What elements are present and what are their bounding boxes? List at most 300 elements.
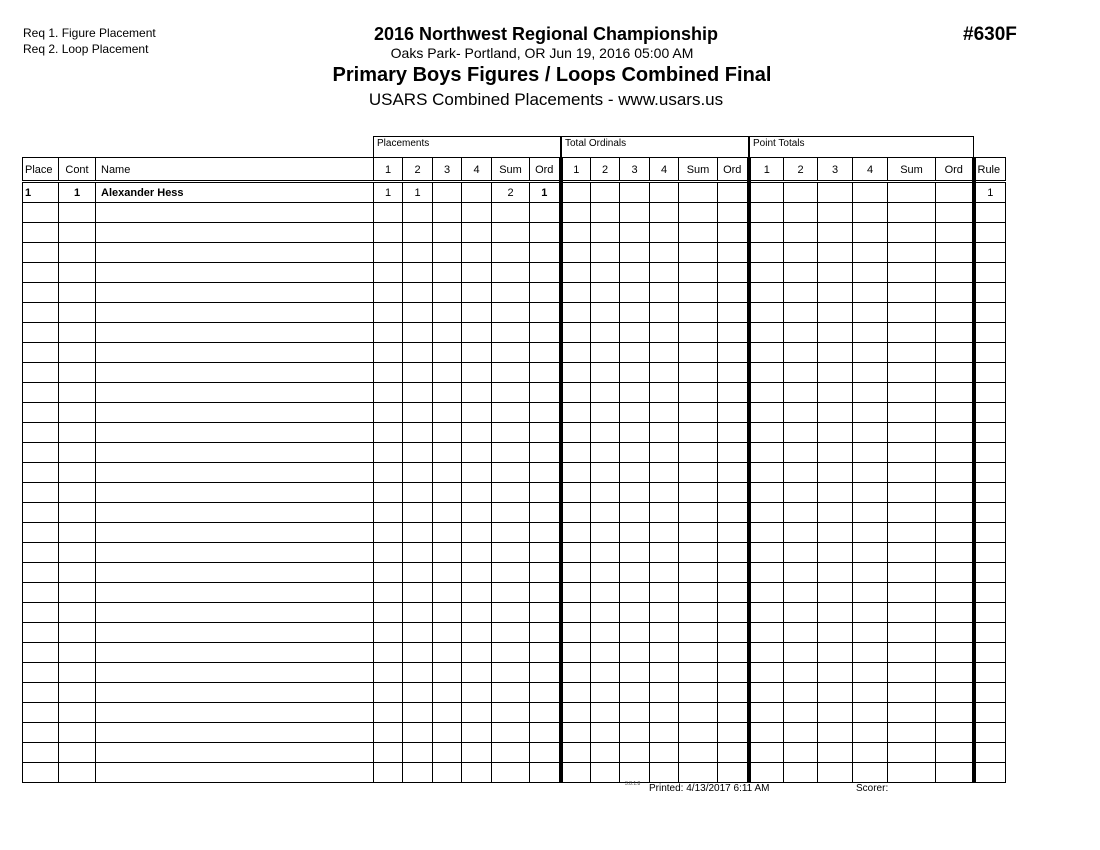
empty-cell — [784, 243, 818, 263]
empty-cell — [591, 763, 620, 783]
empty-cell — [974, 263, 1006, 283]
col-rule: Rule — [974, 158, 1006, 182]
empty-cell — [620, 443, 650, 463]
empty-cell — [433, 623, 462, 643]
col-points-2: 2 — [784, 158, 818, 182]
empty-cell — [530, 383, 561, 403]
empty-cell — [936, 563, 974, 583]
empty-cell — [936, 683, 974, 703]
cell-points-4 — [853, 182, 888, 203]
empty-cell — [591, 523, 620, 543]
empty-cell — [492, 403, 530, 423]
empty-cell — [650, 283, 679, 303]
table-row — [23, 543, 1006, 563]
empty-cell — [853, 203, 888, 223]
empty-cell — [784, 663, 818, 683]
empty-cell — [433, 463, 462, 483]
empty-cell — [818, 443, 853, 463]
empty-cell — [818, 503, 853, 523]
table-row — [23, 283, 1006, 303]
empty-cell — [530, 543, 561, 563]
empty-cell — [749, 463, 784, 483]
empty-cell — [59, 243, 96, 263]
empty-cell — [974, 623, 1006, 643]
empty-cell — [59, 503, 96, 523]
empty-cell — [374, 723, 403, 743]
empty-cell — [936, 763, 974, 783]
empty-cell — [59, 463, 96, 483]
col-ordinal-4: 4 — [650, 158, 679, 182]
empty-cell — [620, 243, 650, 263]
empty-cell — [492, 583, 530, 603]
empty-cell — [23, 223, 59, 243]
empty-cell — [853, 243, 888, 263]
empty-cell — [974, 523, 1006, 543]
empty-cell — [853, 763, 888, 783]
empty-cell — [679, 223, 718, 243]
empty-cell — [23, 303, 59, 323]
table-row — [23, 603, 1006, 623]
empty-cell — [462, 483, 492, 503]
empty-cell — [718, 743, 749, 763]
empty-cell — [492, 463, 530, 483]
empty-cell — [679, 743, 718, 763]
table-row — [23, 243, 1006, 263]
empty-cell — [23, 723, 59, 743]
empty-cell — [403, 703, 433, 723]
table-row — [23, 703, 1006, 723]
empty-cell — [620, 203, 650, 223]
location-datetime: Oaks Park- Portland, OR Jun 19, 2016 05:00 AM — [390, 45, 694, 61]
empty-cell — [888, 363, 936, 383]
empty-cell — [96, 223, 374, 243]
empty-cell — [749, 603, 784, 623]
empty-cell — [679, 423, 718, 443]
cell-points-3 — [818, 182, 853, 203]
empty-cell — [679, 683, 718, 703]
empty-cell — [492, 523, 530, 543]
empty-cell — [853, 623, 888, 643]
empty-cell — [433, 763, 462, 783]
empty-cell — [888, 483, 936, 503]
empty-cell — [591, 443, 620, 463]
empty-cell — [462, 323, 492, 343]
empty-cell — [749, 543, 784, 563]
empty-cell — [403, 503, 433, 523]
empty-cell — [462, 363, 492, 383]
empty-cell — [492, 483, 530, 503]
empty-cell — [96, 563, 374, 583]
empty-cell — [530, 483, 561, 503]
empty-cell — [818, 243, 853, 263]
table-row — [23, 683, 1006, 703]
empty-cell — [818, 663, 853, 683]
empty-cell — [561, 303, 591, 323]
empty-cell — [718, 223, 749, 243]
empty-cell — [374, 743, 403, 763]
empty-cell — [888, 523, 936, 543]
empty-cell — [561, 283, 591, 303]
empty-cell — [620, 703, 650, 723]
empty-cell — [492, 243, 530, 263]
cell-placement-ord: 1 — [530, 182, 561, 203]
empty-cell — [936, 583, 974, 603]
empty-cell — [462, 443, 492, 463]
empty-cell — [96, 683, 374, 703]
empty-cell — [591, 503, 620, 523]
empty-cell — [462, 423, 492, 443]
empty-cell — [974, 423, 1006, 443]
empty-cell — [561, 523, 591, 543]
empty-cell — [374, 643, 403, 663]
empty-cell — [561, 543, 591, 563]
empty-cell — [679, 203, 718, 223]
empty-cell — [492, 563, 530, 583]
empty-cell — [492, 223, 530, 243]
table-row — [23, 303, 1006, 323]
empty-cell — [888, 763, 936, 783]
empty-cell — [59, 223, 96, 243]
empty-cell — [650, 403, 679, 423]
empty-cell — [718, 503, 749, 523]
empty-cell — [620, 603, 650, 623]
empty-cell — [974, 223, 1006, 243]
empty-cell — [936, 463, 974, 483]
empty-cell — [59, 483, 96, 503]
empty-cell — [784, 423, 818, 443]
empty-cell — [888, 603, 936, 623]
empty-cell — [23, 523, 59, 543]
col-points-sum: Sum — [888, 158, 936, 182]
empty-cell — [650, 323, 679, 343]
empty-cell — [818, 683, 853, 703]
empty-cell — [936, 543, 974, 563]
empty-cell — [818, 483, 853, 503]
empty-cell — [679, 303, 718, 323]
col-placement-1: 1 — [374, 158, 403, 182]
empty-cell — [650, 583, 679, 603]
empty-cell — [23, 423, 59, 443]
empty-cell — [784, 403, 818, 423]
empty-cell — [59, 623, 96, 643]
empty-cell — [59, 403, 96, 423]
cell-name: Alexander Hess — [96, 182, 374, 203]
empty-cell — [888, 723, 936, 743]
empty-cell — [96, 703, 374, 723]
empty-cell — [374, 283, 403, 303]
empty-cell — [853, 503, 888, 523]
empty-cell — [561, 263, 591, 283]
empty-cell — [96, 503, 374, 523]
cell-placement-2: 1 — [403, 182, 433, 203]
empty-cell — [530, 243, 561, 263]
empty-cell — [462, 583, 492, 603]
empty-cell — [403, 403, 433, 423]
empty-cell — [749, 443, 784, 463]
empty-cell — [462, 263, 492, 283]
empty-cell — [974, 543, 1006, 563]
empty-cell — [749, 643, 784, 663]
empty-cell — [974, 283, 1006, 303]
empty-cell — [492, 283, 530, 303]
empty-cell — [679, 663, 718, 683]
cell-points-1 — [749, 182, 784, 203]
empty-cell — [530, 523, 561, 543]
empty-cell — [749, 323, 784, 343]
empty-cell — [403, 583, 433, 603]
empty-cell — [561, 223, 591, 243]
empty-cell — [718, 603, 749, 623]
table-row — [23, 203, 1006, 223]
empty-cell — [403, 763, 433, 783]
empty-cell — [818, 463, 853, 483]
empty-cell — [403, 463, 433, 483]
empty-cell — [59, 643, 96, 663]
empty-cell — [784, 543, 818, 563]
empty-cell — [749, 203, 784, 223]
col-ordinal-ord: Ord — [718, 158, 749, 182]
empty-cell — [591, 283, 620, 303]
empty-cell — [749, 743, 784, 763]
version-label: 3.8.1.8 — [625, 781, 641, 787]
empty-cell — [530, 363, 561, 383]
empty-cell — [974, 243, 1006, 263]
empty-cell — [853, 563, 888, 583]
empty-cell — [591, 243, 620, 263]
empty-cell — [96, 423, 374, 443]
empty-cell — [936, 703, 974, 723]
cell-ordinal-1 — [561, 182, 591, 203]
table-row — [23, 443, 1006, 463]
empty-cell — [718, 463, 749, 483]
empty-cell — [433, 383, 462, 403]
empty-cell — [462, 743, 492, 763]
empty-cell — [974, 303, 1006, 323]
empty-cell — [403, 663, 433, 683]
empty-cell — [888, 563, 936, 583]
empty-cell — [718, 323, 749, 343]
empty-cell — [433, 363, 462, 383]
cell-placement-4 — [462, 182, 492, 203]
empty-cell — [96, 523, 374, 543]
empty-cell — [620, 663, 650, 683]
empty-cell — [749, 483, 784, 503]
empty-cell — [561, 243, 591, 263]
empty-cell — [23, 703, 59, 723]
empty-cell — [620, 463, 650, 483]
empty-cell — [561, 663, 591, 683]
empty-cell — [620, 223, 650, 243]
empty-cell — [718, 383, 749, 403]
empty-cell — [936, 643, 974, 663]
empty-cell — [433, 583, 462, 603]
empty-cell — [650, 563, 679, 583]
empty-cell — [888, 303, 936, 323]
empty-cell — [374, 423, 403, 443]
empty-cell — [59, 663, 96, 683]
empty-cell — [492, 503, 530, 523]
empty-cell — [620, 503, 650, 523]
empty-cell — [561, 503, 591, 523]
empty-cell — [853, 743, 888, 763]
empty-cell — [818, 563, 853, 583]
requirement-2: Req 2. Loop Placement — [23, 42, 149, 56]
empty-cell — [650, 223, 679, 243]
empty-cell — [749, 523, 784, 543]
empty-cell — [853, 483, 888, 503]
empty-cell — [96, 283, 374, 303]
empty-cell — [492, 203, 530, 223]
empty-cell — [679, 283, 718, 303]
empty-cell — [936, 743, 974, 763]
empty-cell — [561, 683, 591, 703]
empty-cell — [818, 363, 853, 383]
empty-cell — [888, 683, 936, 703]
event-title: Primary Boys Figures / Loops Combined Final — [332, 64, 772, 86]
empty-cell — [59, 443, 96, 463]
empty-cell — [403, 723, 433, 743]
empty-cell — [936, 223, 974, 243]
empty-cell — [561, 423, 591, 443]
empty-cell — [749, 703, 784, 723]
empty-cell — [888, 203, 936, 223]
empty-cell — [620, 343, 650, 363]
empty-cell — [530, 603, 561, 623]
empty-cell — [59, 323, 96, 343]
empty-cell — [23, 283, 59, 303]
empty-cell — [433, 703, 462, 723]
empty-cell — [591, 543, 620, 563]
empty-cell — [403, 343, 433, 363]
empty-cell — [718, 723, 749, 743]
empty-cell — [403, 263, 433, 283]
empty-cell — [591, 743, 620, 763]
empty-cell — [718, 583, 749, 603]
empty-cell — [974, 383, 1006, 403]
empty-cell — [620, 763, 650, 783]
empty-cell — [679, 343, 718, 363]
empty-cell — [853, 263, 888, 283]
empty-cell — [936, 203, 974, 223]
empty-cell — [23, 563, 59, 583]
empty-cell — [462, 603, 492, 623]
empty-cell — [784, 503, 818, 523]
empty-cell — [853, 543, 888, 563]
printed-timestamp: Printed: 4/13/2017 6:11 AM — [649, 783, 770, 794]
empty-cell — [433, 503, 462, 523]
empty-cell — [403, 443, 433, 463]
empty-cell — [784, 363, 818, 383]
empty-cell — [718, 363, 749, 383]
empty-cell — [374, 583, 403, 603]
empty-cell — [530, 323, 561, 343]
empty-cell — [974, 403, 1006, 423]
empty-cell — [749, 663, 784, 683]
empty-cell — [96, 263, 374, 283]
empty-cell — [936, 423, 974, 443]
empty-cell — [403, 683, 433, 703]
empty-cell — [433, 683, 462, 703]
empty-cell — [374, 623, 403, 643]
empty-cell — [433, 223, 462, 243]
empty-cell — [23, 743, 59, 763]
col-place: Place — [23, 158, 59, 182]
empty-cell — [433, 483, 462, 503]
empty-cell — [679, 503, 718, 523]
empty-cell — [96, 663, 374, 683]
empty-cell — [492, 643, 530, 663]
empty-cell — [974, 743, 1006, 763]
empty-cell — [530, 303, 561, 323]
table-row — [23, 423, 1006, 443]
empty-cell — [853, 423, 888, 443]
empty-cell — [679, 703, 718, 723]
empty-cell — [679, 463, 718, 483]
empty-cell — [749, 683, 784, 703]
empty-cell — [433, 403, 462, 423]
empty-cell — [620, 483, 650, 503]
empty-cell — [620, 523, 650, 543]
empty-cell — [374, 243, 403, 263]
col-points-4: 4 — [853, 158, 888, 182]
empty-cell — [784, 303, 818, 323]
empty-cell — [462, 523, 492, 543]
empty-cell — [591, 303, 620, 323]
empty-cell — [403, 383, 433, 403]
empty-cell — [462, 683, 492, 703]
empty-cell — [936, 383, 974, 403]
empty-cell — [59, 283, 96, 303]
empty-cell — [23, 243, 59, 263]
empty-cell — [591, 703, 620, 723]
empty-cell — [718, 543, 749, 563]
empty-cell — [718, 623, 749, 643]
empty-cell — [974, 363, 1006, 383]
empty-cell — [749, 563, 784, 583]
table-row — [23, 743, 1006, 763]
empty-cell — [650, 683, 679, 703]
empty-cell — [679, 723, 718, 743]
empty-cell — [853, 343, 888, 363]
empty-cell — [23, 603, 59, 623]
empty-cell — [433, 343, 462, 363]
empty-cell — [784, 523, 818, 543]
empty-cell — [718, 243, 749, 263]
empty-cell — [96, 623, 374, 643]
empty-cell — [530, 743, 561, 763]
empty-cell — [374, 403, 403, 423]
empty-cell — [374, 343, 403, 363]
empty-cell — [96, 743, 374, 763]
empty-cell — [591, 203, 620, 223]
empty-cell — [96, 723, 374, 743]
empty-cell — [530, 623, 561, 643]
empty-cell — [718, 683, 749, 703]
empty-cell — [650, 723, 679, 743]
empty-cell — [679, 623, 718, 643]
group-total-ordinals: Total Ordinals — [561, 136, 749, 157]
empty-cell — [561, 383, 591, 403]
table-row — [23, 363, 1006, 383]
empty-cell — [530, 703, 561, 723]
cell-placement-1: 1 — [374, 182, 403, 203]
empty-cell — [23, 363, 59, 383]
empty-cell — [96, 203, 374, 223]
empty-cell — [59, 523, 96, 543]
empty-cell — [784, 683, 818, 703]
empty-cell — [530, 763, 561, 783]
empty-cell — [679, 363, 718, 383]
